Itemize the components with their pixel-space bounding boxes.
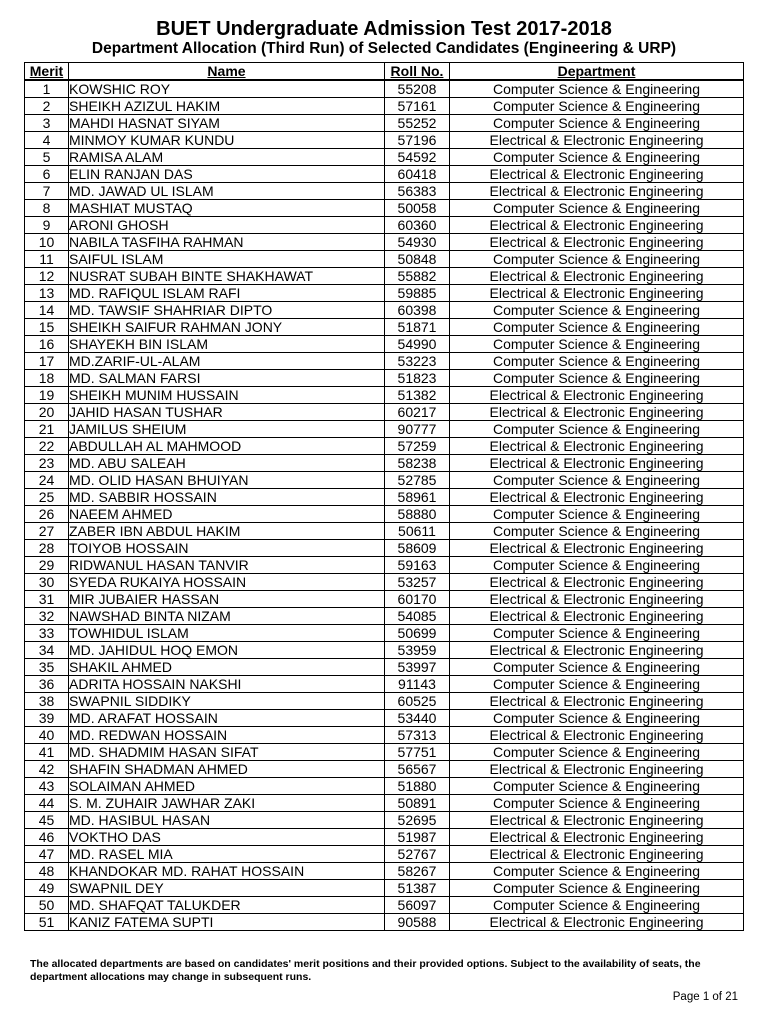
table-row <box>25 897 744 914</box>
name-cell: MD.ZARIF-UL-ALAM <box>69 353 385 370</box>
table-row <box>25 455 744 472</box>
department-cell: Computer Science & Engineering <box>450 353 744 370</box>
column-header-name: Name <box>69 63 385 81</box>
department-cell: Electrical & Electronic Engineering <box>450 234 744 251</box>
name-cell: MD. ABU SALEAH <box>69 455 385 472</box>
table-row <box>25 472 744 489</box>
name-cell: MINMOY KUMAR KUNDU <box>69 132 385 149</box>
name-cell: MD. HASIBUL HASAN <box>69 812 385 829</box>
merit-cell: 8 <box>25 200 69 217</box>
merit-cell: 18 <box>25 370 69 387</box>
roll-number-cell: 50699 <box>385 625 450 642</box>
roll-number-cell: 56567 <box>385 761 450 778</box>
name-cell: RAMISA ALAM <box>69 149 385 166</box>
department-cell: Electrical & Electronic Engineering <box>450 132 744 149</box>
merit-cell: 5 <box>25 149 69 166</box>
merit-cell: 29 <box>25 557 69 574</box>
department-cell: Electrical & Electronic Engineering <box>450 404 744 421</box>
department-cell: Computer Science & Engineering <box>450 149 744 166</box>
table-row <box>25 795 744 812</box>
merit-cell: 1 <box>25 80 69 98</box>
merit-cell: 43 <box>25 778 69 795</box>
merit-cell: 50 <box>25 897 69 914</box>
roll-number-cell: 53440 <box>385 710 450 727</box>
name-cell: S. M. ZUHAIR JAWHAR ZAKI <box>69 795 385 812</box>
merit-cell: 13 <box>25 285 69 302</box>
merit-cell: 39 <box>25 710 69 727</box>
merit-cell: 4 <box>25 132 69 149</box>
department-cell: Computer Science & Engineering <box>450 863 744 880</box>
table-row <box>25 778 744 795</box>
roll-number-cell: 57161 <box>385 98 450 115</box>
merit-cell: 10 <box>25 234 69 251</box>
name-cell: ADRITA HOSSAIN NAKSHI <box>69 676 385 693</box>
roll-number-cell: 59885 <box>385 285 450 302</box>
merit-cell: 41 <box>25 744 69 761</box>
table-row <box>25 710 744 727</box>
merit-cell: 22 <box>25 438 69 455</box>
name-cell: NABILA TASFIHA RAHMAN <box>69 234 385 251</box>
table-row <box>25 880 744 897</box>
merit-cell: 16 <box>25 336 69 353</box>
table-row <box>25 268 744 285</box>
roll-number-cell: 91143 <box>385 676 450 693</box>
name-cell: VOKTHO DAS <box>69 829 385 846</box>
merit-cell: 34 <box>25 642 69 659</box>
roll-number-cell: 52767 <box>385 846 450 863</box>
roll-number-cell: 90588 <box>385 914 450 931</box>
roll-number-cell: 54930 <box>385 234 450 251</box>
department-cell: Computer Science & Engineering <box>450 625 744 642</box>
table-row <box>25 370 744 387</box>
department-cell: Computer Science & Engineering <box>450 200 744 217</box>
roll-number-cell: 57751 <box>385 744 450 761</box>
merit-cell: 44 <box>25 795 69 812</box>
merit-cell: 45 <box>25 812 69 829</box>
roll-number-cell: 58880 <box>385 506 450 523</box>
merit-cell: 47 <box>25 846 69 863</box>
department-cell: Computer Science & Engineering <box>450 744 744 761</box>
name-cell: MD. OLID HASAN BHUIYAN <box>69 472 385 489</box>
department-cell: Computer Science & Engineering <box>450 98 744 115</box>
roll-number-cell: 50611 <box>385 523 450 540</box>
department-cell: Electrical & Electronic Engineering <box>450 268 744 285</box>
department-cell: Electrical & Electronic Engineering <box>450 455 744 472</box>
name-cell: ELIN RANJAN DAS <box>69 166 385 183</box>
name-cell: KOWSHIC ROY <box>69 80 385 98</box>
merit-cell: 40 <box>25 727 69 744</box>
page-number: Page 1 of 21 <box>672 991 738 1003</box>
name-cell: SWAPNIL SIDDIKY <box>69 693 385 710</box>
merit-cell: 48 <box>25 863 69 880</box>
name-cell: MD. SALMAN FARSI <box>69 370 385 387</box>
table-row <box>25 387 744 404</box>
roll-number-cell: 56383 <box>385 183 450 200</box>
column-header-merit: Merit <box>25 63 69 81</box>
roll-number-cell: 51987 <box>385 829 450 846</box>
table-row <box>25 523 744 540</box>
department-cell: Electrical & Electronic Engineering <box>450 642 744 659</box>
name-cell: MD. JAWAD UL ISLAM <box>69 183 385 200</box>
table-row <box>25 506 744 523</box>
merit-cell: 3 <box>25 115 69 132</box>
name-cell: SHEIKH AZIZUL HAKIM <box>69 98 385 115</box>
roll-number-cell: 52695 <box>385 812 450 829</box>
name-cell: MD. REDWAN HOSSAIN <box>69 727 385 744</box>
department-cell: Electrical & Electronic Engineering <box>450 217 744 234</box>
roll-number-cell: 51880 <box>385 778 450 795</box>
department-cell: Computer Science & Engineering <box>450 523 744 540</box>
document-title: BUET Undergraduate Admission Test 2017-2018 <box>156 18 612 40</box>
roll-number-cell: 58267 <box>385 863 450 880</box>
merit-cell: 38 <box>25 693 69 710</box>
table-row <box>25 846 744 863</box>
department-cell: Electrical & Electronic Engineering <box>450 591 744 608</box>
merit-cell: 25 <box>25 489 69 506</box>
merit-cell: 30 <box>25 574 69 591</box>
column-header-department: Department <box>450 63 744 81</box>
department-cell: Electrical & Electronic Engineering <box>450 540 744 557</box>
department-cell: Electrical & Electronic Engineering <box>450 574 744 591</box>
roll-number-cell: 57259 <box>385 438 450 455</box>
name-cell: JAHID HASAN TUSHAR <box>69 404 385 421</box>
table-row <box>25 166 744 183</box>
roll-number-cell: 59163 <box>385 557 450 574</box>
name-cell: MD. JAHIDUL HOQ EMON <box>69 642 385 659</box>
merit-cell: 2 <box>25 98 69 115</box>
table-row <box>25 149 744 166</box>
name-cell: MASHIAT MUSTAQ <box>69 200 385 217</box>
roll-number-cell: 51382 <box>385 387 450 404</box>
name-cell: NAWSHAD BINTA NIZAM <box>69 608 385 625</box>
table-row <box>25 302 744 319</box>
department-cell: Computer Science & Engineering <box>450 302 744 319</box>
table-row <box>25 98 744 115</box>
table-row <box>25 625 744 642</box>
name-cell: SOLAIMAN AHMED <box>69 778 385 795</box>
roll-number-cell: 55252 <box>385 115 450 132</box>
roll-number-cell: 51387 <box>385 880 450 897</box>
name-cell: SHAKIL AHMED <box>69 659 385 676</box>
footnote: The allocated departments are based on candidates' merit positions and their provided options. Subject to the availability of seats, the department allocations may change in subsequent runs. <box>30 958 701 983</box>
table-row <box>25 336 744 353</box>
merit-cell: 28 <box>25 540 69 557</box>
table-row <box>25 693 744 710</box>
department-cell: Electrical & Electronic Engineering <box>450 914 744 931</box>
department-cell: Computer Science & Engineering <box>450 336 744 353</box>
department-cell: Computer Science & Engineering <box>450 897 744 914</box>
department-cell: Electrical & Electronic Engineering <box>450 812 744 829</box>
department-cell: Electrical & Electronic Engineering <box>450 846 744 863</box>
roll-number-cell: 54085 <box>385 608 450 625</box>
merit-cell: 26 <box>25 506 69 523</box>
merit-cell: 36 <box>25 676 69 693</box>
merit-cell: 12 <box>25 268 69 285</box>
roll-number-cell: 50891 <box>385 795 450 812</box>
roll-number-cell: 54592 <box>385 149 450 166</box>
roll-number-cell: 58238 <box>385 455 450 472</box>
department-cell: Electrical & Electronic Engineering <box>450 438 744 455</box>
name-cell: SHAYEKH BIN ISLAM <box>69 336 385 353</box>
merit-cell: 33 <box>25 625 69 642</box>
table-row <box>25 914 744 931</box>
merit-cell: 31 <box>25 591 69 608</box>
merit-cell: 32 <box>25 608 69 625</box>
department-cell: Computer Science & Engineering <box>450 421 744 438</box>
merit-cell: 21 <box>25 421 69 438</box>
roll-number-cell: 51871 <box>385 319 450 336</box>
table-row <box>25 557 744 574</box>
name-cell: SHAFIN SHADMAN AHMED <box>69 761 385 778</box>
roll-number-cell: 50058 <box>385 200 450 217</box>
name-cell: SAIFUL ISLAM <box>69 251 385 268</box>
roll-number-cell: 53959 <box>385 642 450 659</box>
table-row <box>25 285 744 302</box>
department-cell: Computer Science & Engineering <box>450 676 744 693</box>
department-cell: Electrical & Electronic Engineering <box>450 166 744 183</box>
merit-cell: 42 <box>25 761 69 778</box>
name-cell: MD. RASEL MIA <box>69 846 385 863</box>
department-cell: Electrical & Electronic Engineering <box>450 761 744 778</box>
table-row <box>25 761 744 778</box>
table-row <box>25 659 744 676</box>
name-cell: SYEDA RUKAIYA HOSSAIN <box>69 574 385 591</box>
merit-cell: 49 <box>25 880 69 897</box>
table-row <box>25 217 744 234</box>
name-cell: MD. SHADMIM HASAN SIFAT <box>69 744 385 761</box>
roll-number-cell: 57313 <box>385 727 450 744</box>
table-row <box>25 200 744 217</box>
merit-cell: 17 <box>25 353 69 370</box>
name-cell: SHEIKH MUNIM HUSSAIN <box>69 387 385 404</box>
name-cell: TOWHIDUL ISLAM <box>69 625 385 642</box>
department-cell: Computer Science & Engineering <box>450 80 744 98</box>
roll-number-cell: 55208 <box>385 80 450 98</box>
table-row <box>25 727 744 744</box>
name-cell: ZABER IBN ABDUL HAKIM <box>69 523 385 540</box>
name-cell: MD. ARAFAT HOSSAIN <box>69 710 385 727</box>
table-body <box>25 80 744 931</box>
name-cell: MD. TAWSIF SHAHRIAR DIPTO <box>69 302 385 319</box>
roll-number-cell: 57196 <box>385 132 450 149</box>
table-row <box>25 251 744 268</box>
roll-number-cell: 60525 <box>385 693 450 710</box>
table-row <box>25 574 744 591</box>
table-row <box>25 115 744 132</box>
name-cell: SHEIKH SAIFUR RAHMAN JONY <box>69 319 385 336</box>
merit-cell: 20 <box>25 404 69 421</box>
merit-cell: 24 <box>25 472 69 489</box>
name-cell: NAEEM AHMED <box>69 506 385 523</box>
name-cell: NUSRAT SUBAH BINTE SHAKHAWAT <box>69 268 385 285</box>
roll-number-cell: 58961 <box>385 489 450 506</box>
table-row <box>25 234 744 251</box>
table-row <box>25 438 744 455</box>
name-cell: TOIYOB HOSSAIN <box>69 540 385 557</box>
department-cell: Computer Science & Engineering <box>450 472 744 489</box>
table-row <box>25 608 744 625</box>
name-cell: RIDWANUL HASAN TANVIR <box>69 557 385 574</box>
department-cell: Electrical & Electronic Engineering <box>450 183 744 200</box>
roll-number-cell: 58609 <box>385 540 450 557</box>
department-cell: Electrical & Electronic Engineering <box>450 489 744 506</box>
roll-number-cell: 60217 <box>385 404 450 421</box>
name-cell: JAMILUS SHEIUM <box>69 421 385 438</box>
roll-number-cell: 60360 <box>385 217 450 234</box>
table-row <box>25 319 744 336</box>
merit-cell: 35 <box>25 659 69 676</box>
table-row <box>25 404 744 421</box>
department-cell: Electrical & Electronic Engineering <box>450 693 744 710</box>
roll-number-cell: 51823 <box>385 370 450 387</box>
merit-cell: 15 <box>25 319 69 336</box>
merit-cell: 11 <box>25 251 69 268</box>
table-row <box>25 812 744 829</box>
name-cell: MIR JUBAIER HASSAN <box>69 591 385 608</box>
department-cell: Computer Science & Engineering <box>450 778 744 795</box>
table-row <box>25 591 744 608</box>
department-cell: Computer Science & Engineering <box>450 880 744 897</box>
table-row <box>25 642 744 659</box>
merit-cell: 27 <box>25 523 69 540</box>
roll-number-cell: 60398 <box>385 302 450 319</box>
document-subtitle: Department Allocation (Third Run) of Selected Candidates (Engineering & URP) <box>91 40 677 57</box>
name-cell: KHANDOKAR MD. RAHAT HOSSAIN <box>69 863 385 880</box>
table-row <box>25 863 744 880</box>
table-row <box>25 676 744 693</box>
table-row <box>25 540 744 557</box>
department-cell: Computer Science & Engineering <box>450 659 744 676</box>
table-row <box>25 421 744 438</box>
table-row <box>25 489 744 506</box>
merit-cell: 6 <box>25 166 69 183</box>
department-cell: Electrical & Electronic Engineering <box>450 285 744 302</box>
merit-cell: 14 <box>25 302 69 319</box>
roll-number-cell: 50848 <box>385 251 450 268</box>
table-row <box>25 829 744 846</box>
name-cell: SWAPNIL DEY <box>69 880 385 897</box>
roll-number-cell: 52785 <box>385 472 450 489</box>
merit-cell: 9 <box>25 217 69 234</box>
department-cell: Computer Science & Engineering <box>450 115 744 132</box>
name-cell: ARONI GHOSH <box>69 217 385 234</box>
roll-number-cell: 54990 <box>385 336 450 353</box>
name-cell: MD. SHAFQAT TALUKDER <box>69 897 385 914</box>
table-row <box>25 353 744 370</box>
merit-cell: 51 <box>25 914 69 931</box>
name-cell: ABDULLAH AL MAHMOOD <box>69 438 385 455</box>
roll-number-cell: 56097 <box>385 897 450 914</box>
department-cell: Computer Science & Engineering <box>450 710 744 727</box>
merit-cell: 46 <box>25 829 69 846</box>
roll-number-cell: 90777 <box>385 421 450 438</box>
department-cell: Computer Science & Engineering <box>450 795 744 812</box>
roll-number-cell: 60418 <box>385 166 450 183</box>
roll-number-cell: 53997 <box>385 659 450 676</box>
department-cell: Computer Science & Engineering <box>450 557 744 574</box>
department-cell: Electrical & Electronic Engineering <box>450 829 744 846</box>
name-cell: MD. RAFIQUL ISLAM RAFI <box>69 285 385 302</box>
table-row <box>25 744 744 761</box>
department-cell: Computer Science & Engineering <box>450 319 744 336</box>
table-row <box>25 132 744 149</box>
merit-cell: 7 <box>25 183 69 200</box>
merit-cell: 19 <box>25 387 69 404</box>
roll-number-cell: 53223 <box>385 353 450 370</box>
table-row <box>25 80 744 98</box>
roll-number-cell: 55882 <box>385 268 450 285</box>
roll-number-cell: 60170 <box>385 591 450 608</box>
department-cell: Electrical & Electronic Engineering <box>450 387 744 404</box>
department-cell: Computer Science & Engineering <box>450 251 744 268</box>
name-cell: MD. SABBIR HOSSAIN <box>69 489 385 506</box>
table-row <box>25 183 744 200</box>
department-cell: Electrical & Electronic Engineering <box>450 727 744 744</box>
department-cell: Computer Science & Engineering <box>450 506 744 523</box>
department-cell: Electrical & Electronic Engineering <box>450 608 744 625</box>
merit-cell: 23 <box>25 455 69 472</box>
roll-number-cell: 53257 <box>385 574 450 591</box>
column-header-roll: Roll No. <box>385 63 450 81</box>
department-cell: Computer Science & Engineering <box>450 370 744 387</box>
allocation-table <box>24 62 744 931</box>
table-header-row <box>25 63 744 81</box>
name-cell: MAHDI HASNAT SIYAM <box>69 115 385 132</box>
name-cell: KANIZ FATEMA SUPTI <box>69 914 385 931</box>
